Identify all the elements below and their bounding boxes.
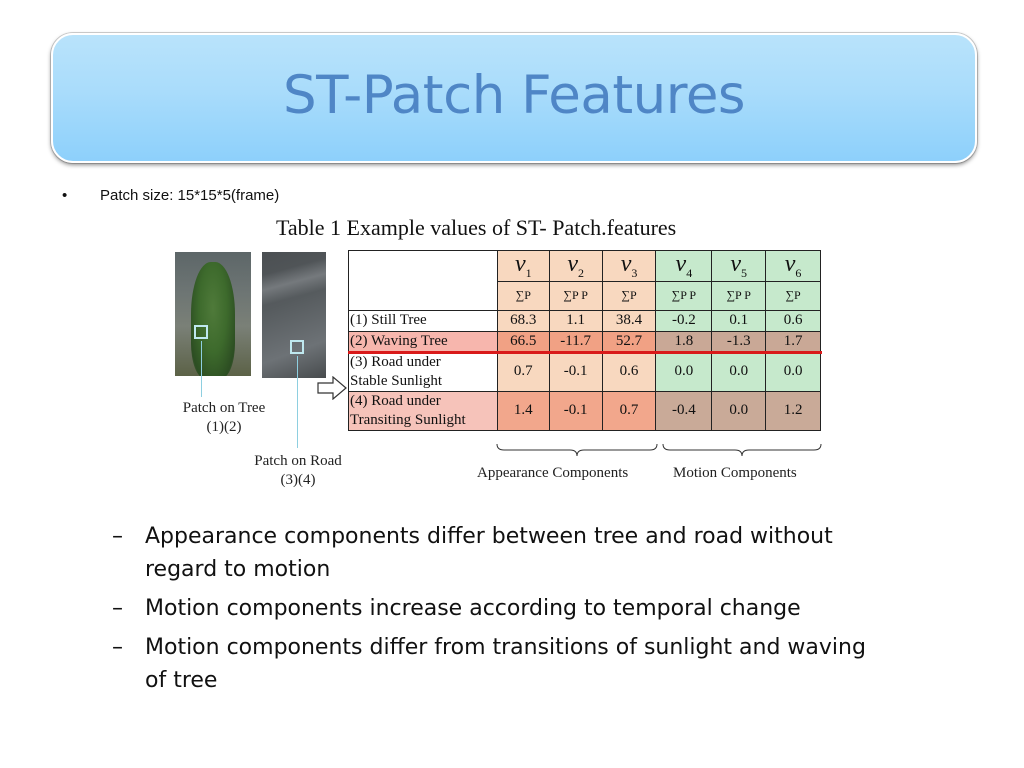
table-cell: -1.3 (712, 331, 766, 352)
table-cell: 1.7 (766, 331, 821, 352)
st-patch-table (348, 250, 821, 431)
table-cell: 0.6 (602, 352, 656, 391)
row-label-line1: (4) Road under (350, 392, 441, 409)
table-row (349, 352, 821, 391)
table-cell: 0.0 (766, 352, 821, 391)
patch-tree-label (160, 399, 288, 437)
header-v1: $v_1$ (497, 251, 549, 282)
dash-marker: – (112, 524, 123, 549)
dash-marker: – (112, 635, 123, 660)
table-cell: -0.2 (656, 310, 712, 331)
road-leader-line (297, 356, 298, 448)
table-cell: 0.7 (602, 391, 656, 430)
table-cell: 0.7 (497, 352, 549, 391)
header-v2: $v_2$ (549, 251, 602, 282)
feature-header-1: ∑P (497, 281, 549, 310)
row-label: (2) Waving Tree (349, 331, 498, 352)
table-row (349, 391, 821, 430)
table-cell: 0.0 (712, 391, 766, 430)
table-cell: 68.3 (497, 310, 549, 331)
header-v3: $v_3$ (602, 251, 656, 282)
header-v6: $v_6$ (766, 251, 821, 282)
table-cell: 66.5 (497, 331, 549, 352)
title-banner (51, 33, 977, 163)
row-label-line1: (3) Road under (350, 353, 441, 370)
table-cell: 0.1 (712, 310, 766, 331)
tree-photo (175, 252, 251, 376)
bullet-marker: • (62, 187, 68, 204)
header-v5: $v_5$ (712, 251, 766, 282)
table-row (349, 331, 821, 352)
appearance-components-label: Appearance Components (477, 465, 629, 481)
patch-road-label-line1: Patch on Road (254, 453, 342, 469)
table-cell: 0.0 (712, 352, 766, 391)
sub-bullet-text: Motion components differ from transitions of sunlight and waving of tree (145, 635, 866, 693)
patch-road-label-line2: (3)(4) (280, 472, 316, 488)
list-item (112, 592, 892, 625)
table-corner (349, 251, 498, 311)
list-item (112, 631, 892, 697)
row-label-line2: Transiting Sunlight (350, 411, 466, 428)
slide-title: ST-Patch Features (282, 65, 746, 126)
arrow-icon (317, 376, 347, 400)
tree-leader-line (201, 341, 202, 397)
table-cell: 1.2 (766, 391, 821, 430)
table-cell: 38.4 (602, 310, 656, 331)
feature-header-5: ∑P P (712, 281, 766, 310)
header-v4: $v_4$ (656, 251, 712, 282)
row-label (349, 352, 498, 391)
feature-header-2: ∑P P (549, 281, 602, 310)
patch-tree-label-line2: (1)(2) (206, 419, 242, 435)
patch-road-label (234, 452, 362, 490)
road-patch-marker (290, 340, 304, 354)
list-item (112, 520, 892, 586)
road-stripe (262, 252, 326, 312)
table-cell: -0.1 (549, 352, 602, 391)
table-cell: -0.1 (549, 391, 602, 430)
table-row (349, 310, 821, 331)
sub-bullet-text: Motion components increase according to temporal change (145, 596, 801, 621)
row-label (349, 391, 498, 430)
table-cell: 1.8 (656, 331, 712, 352)
feature-header-3: ∑P (602, 281, 656, 310)
motion-components-label: Motion Components (673, 465, 797, 481)
sub-bullet-text: Appearance components differ between tree and road without regard to motion (145, 524, 833, 582)
table-cell: -0.4 (656, 391, 712, 430)
table-caption: Table 1 Example values of ST- Patch.features (276, 215, 677, 240)
sub-bullet-list (112, 520, 892, 703)
row-label-line2: Stable Sunlight (350, 372, 443, 389)
feature-header-4: ∑P P (656, 281, 712, 310)
road-photo (262, 252, 326, 378)
appearance-brace (496, 443, 658, 457)
table-cell: -11.7 (549, 331, 602, 352)
dash-marker: – (112, 596, 123, 621)
waving-tree-highlight-line (348, 351, 822, 354)
table-cell: 1.1 (549, 310, 602, 331)
motion-brace (662, 443, 822, 457)
patch-tree-label-line1: Patch on Tree (182, 400, 266, 416)
table-cell: 1.4 (497, 391, 549, 430)
feature-header-6: ∑P (766, 281, 821, 310)
table-cell: 0.0 (656, 352, 712, 391)
bullet-text: Patch size: 15*15*5(frame) (100, 187, 280, 204)
table-cell: 52.7 (602, 331, 656, 352)
tree-shape (191, 262, 235, 376)
row-label: (1) Still Tree (349, 310, 498, 331)
tree-patch-marker (194, 325, 208, 339)
table-cell: 0.6 (766, 310, 821, 331)
